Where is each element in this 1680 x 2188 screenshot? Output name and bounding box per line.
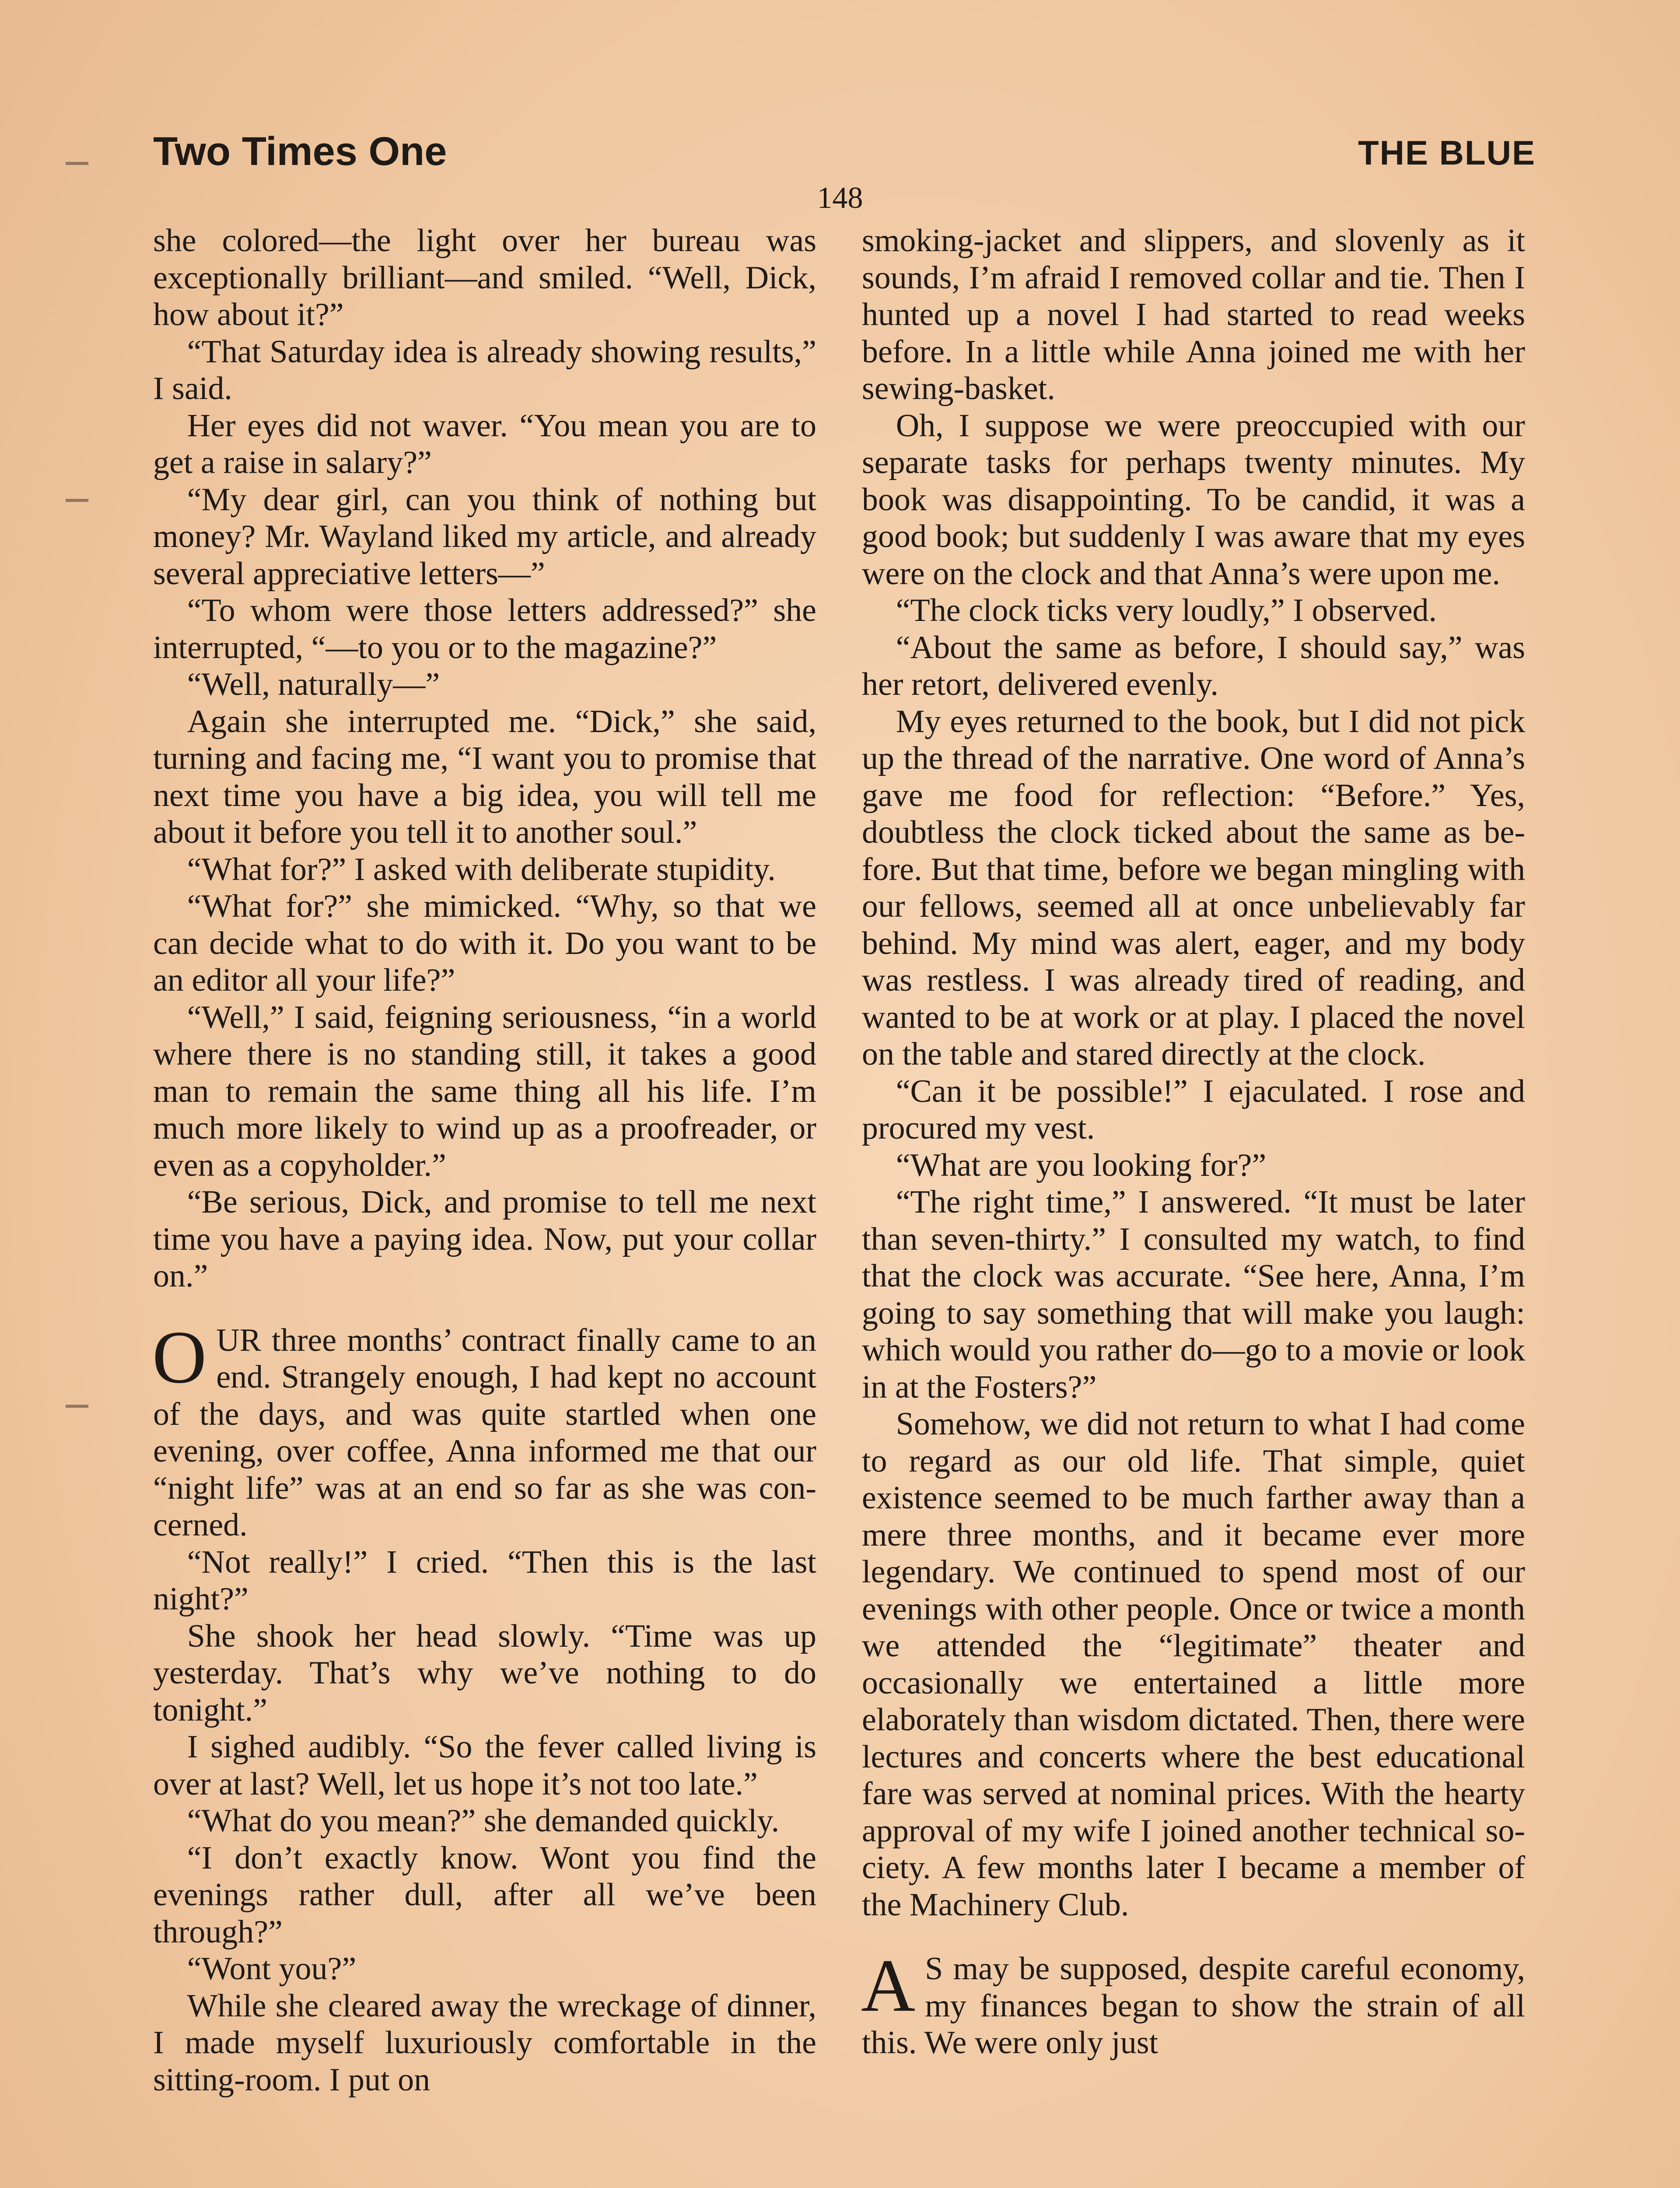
paragraph: Somehow, we did not return to what I had come to regard as our old life. That simple, quiet existence seemed to be much farther away than a mere three months, and it became ever more legendary. We continued to spend most of our evenings with other people. Once or twice a month we attended the “legitimate” theater and occasionally we entertained a little more elaborately than wisdom dictated. Then, there were lectures and concerts where the best educational fare was served at nominal prices. With the hearty approval of my wife I joined another technical society. A few months later I became a member of the Machinery Club. — [862, 1406, 1525, 1923]
paragraph: “That Saturday idea is already showing results,” I said. — [153, 333, 816, 407]
paragraph: “Wont you?” — [187, 1951, 357, 1987]
margin-mark — [66, 1405, 88, 1408]
paragraph: My eyes returned to the book, but I did not pick up the thread of the narrative. One word of Anna’s gave me food for reflection: “Before.” Yes, doubtless the clock ticked about the same as before. But that time, before we began mingling with our fellows, seemed all at once unbelievably far behind. My mind was alert, eager, and my body was restless. I was already tired of reading, and wanted to be at work or at play. I placed the novel on the table and stared directly at the clock. — [862, 703, 1525, 1072]
drop-cap: O — [152, 1315, 207, 1399]
story-title: Two Times One — [153, 129, 447, 174]
paragraph: “The right time,” I answered. “It must be later than seven-thirty.” I consulted my watch, to find that the clock was accurate. “See here, Anna, I’m going to say something that will make you laugh: which would you rather do—go to a movie or look in at the Fosters?” — [862, 1184, 1525, 1405]
paragraph: “Can it be possible!” I ejaculated. I rose and procured my vest. — [862, 1073, 1525, 1146]
section-opening-paragraph — [861, 1944, 1525, 2062]
page-number: 148 — [817, 181, 863, 215]
paragraph: While she cleared away the wreckage of dinner, I made myself luxuriously comfortable in the sitting-room. I put on — [153, 1988, 816, 2098]
paragraph: “I don’t exactly know. Wont you find the evenings rather dull, after all we’ve been through?” — [153, 1840, 816, 1950]
paragraph: “Not really!” I cried. “Then this is the last night?” — [153, 1544, 816, 1617]
paragraph: “What for?” I asked with deliberate stupidity. — [187, 851, 776, 887]
right-column — [862, 222, 1525, 2062]
paragraph: “To whom were those letters addressed?” she interrupted, “—to you or to the magazine?” — [153, 593, 816, 666]
paragraph: she colored—the light over her bureau was exceptionally brilliant—and smiled. “Well, Dick, how about it?” — [153, 223, 816, 333]
paragraph: “Be serious, Dick, and promise to tell me next time you have a paying idea. Now, put your collar on.” — [153, 1184, 816, 1294]
paragraph: “What for?” she mimicked. “Why, so that we can decide what to do with it. Do you want to be an editor all your life?” — [153, 888, 816, 998]
paragraph: Again she interrupted me. “Dick,” she said, turning and facing me, “I want you to promise that next time you have a big idea, you will tell me about it before you tell it to another soul.” — [153, 703, 816, 850]
section-opening-text: S may be supposed, despite careful economy, my finances began to show the strain of all this. We were only just — [862, 1951, 1525, 2061]
section-opening-text: UR three months’ contract finally came to an end. Strangely enough, I had kept no account of the days, and was quite startled when one evening, over coffee, Anna informed me that our “night life” was at an end so far as she was concerned. — [153, 1322, 816, 1543]
margin-mark — [66, 162, 88, 165]
paragraph: She shook her head slowly. “Time was up yesterday. That’s why we’ve nothing to do tonight.” — [153, 1618, 816, 1728]
magazine-name: THE BLUE — [1358, 133, 1536, 172]
paragraph: “What do you mean?” she demanded quickly. — [187, 1803, 780, 1839]
paragraph: “What are you looking for?” — [896, 1147, 1267, 1183]
left-column — [153, 222, 816, 2098]
drop-cap: A — [861, 1944, 916, 2027]
paragraph: smoking-jacket and slippers, and slovenly as it sounds, I’m afraid I removed collar and tie. Then I hunted up a novel I had started to read weeks before. In a little while Anna joined me with her sewing-basket. — [862, 223, 1525, 407]
paragraph: “About the same as before, I should say,” was her retort, delivered evenly. — [862, 629, 1525, 702]
paragraph: I sighed audibly. “So the fever called living is over at last? Well, let us hope it’s not too late.” — [153, 1729, 816, 1802]
paragraph: “Well,” I said, feigning seriousness, “in a world where there is no standing still, it takes a good man to remain the same thing all his life. I’m much more likely to wind up as a proofreader, or even as a copyholder.” — [153, 999, 816, 1183]
paragraph: Oh, I suppose we were preoccupied with our separate tasks for perhaps twenty minutes. My book was disappointing. To be candid, it was a good book; but suddenly I was aware that my eyes were on the clock and that Anna’s were upon me. — [862, 407, 1525, 592]
paragraph: “Well, naturally—” — [187, 666, 440, 702]
paragraph: “The clock ticks very loudly,” I observed. — [896, 593, 1437, 628]
paragraph: “My dear girl, can you think of nothing but money? Mr. Wayland liked my article, and already several appreciative letters—” — [153, 481, 816, 592]
paragraph: Her eyes did not waver. “You mean you are to get a raise in salary?” — [153, 407, 816, 480]
margin-mark — [66, 499, 88, 502]
section-opening-paragraph — [152, 1315, 816, 1544]
